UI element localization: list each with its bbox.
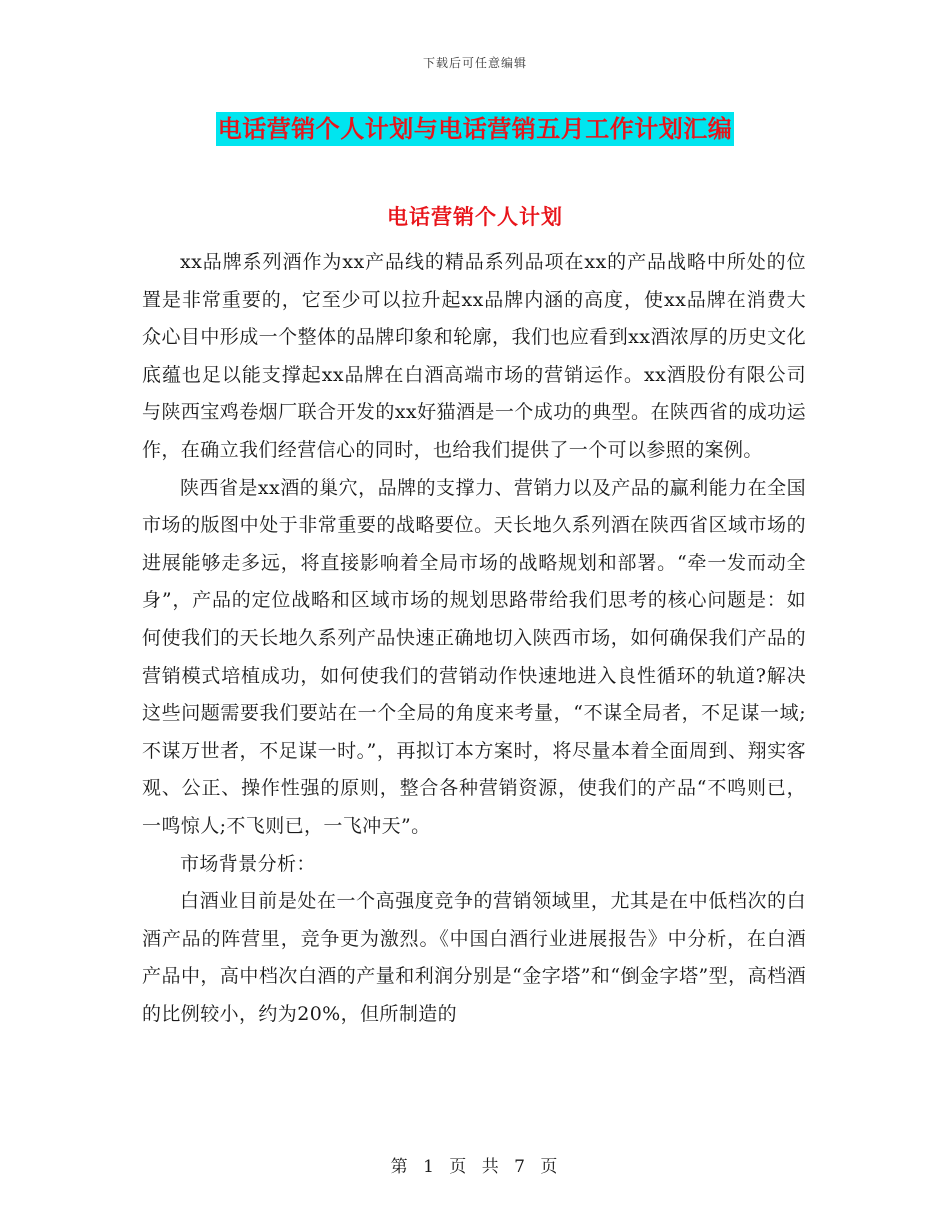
paragraph-shaanxi: 陕西省是xx酒的巢穴，品牌的支撑力、营销力以及产品的赢利能力在全国市场的版图中处于非常重要的战略要位。天长地久系列酒在陕西省区域市场的进展能够走多远，将直接影响着全局市场的战略规划和部署。“牵一发而动全身”，产品的定位战略和区域市场的规划思路带给我们思考的核心问题是：如何使我们的天长地久系列产品快速正确地切入陕西市场，如何确保我们产品的营销模式培植成功，如何使我们的营销动作快速地进入良性循环的轨道?解决这些问题需要我们要站在一个全局的角度来考量，“不谋全局者，不足谋一域;不谋万世者，不足谋一时。”，再拟订本方案时，将尽量本着全面周到、翔实客观、公正、操作性强的原则，整合各种营销资源，使我们的产品“不鸣则已，一鸣惊人;不飞则已，一飞冲天”。 [142, 476, 806, 837]
page-header-note: 下载后可任意编辑 [422, 56, 527, 70]
page-number: 第 1 页 共 7 页 [390, 1157, 560, 1177]
main-title-container [0, 112, 950, 146]
main-title: 电话营销个人计划与电话营销五月工作计划汇编 [216, 112, 735, 146]
document-body [142, 244, 806, 1033]
section-title: 电话营销个人计划 [387, 204, 563, 229]
paragraph-market-heading: 市场背景分析： [180, 852, 316, 875]
paragraph-market-analysis: 白酒业目前是处在一个高强度竞争的营销领域里，尤其是在中低档次的白酒产品的阵营里，竞争更为激烈。《中国白酒行业进展报告》中分析，在白酒产品中，高中档次白酒的产量和利润分别是“金字塔”和“倒金字塔”型，高档酒的比例较小，约为20%，但所制造的 [142, 890, 806, 1025]
paragraph-intro: xx品牌系列酒作为xx产品线的精品系列品项在xx的产品战略中所处的位置是非常重要的，它至少可以拉升起xx品牌内涵的高度，使xx品牌在消费大众心目中形成一个整体的品牌印象和轮廓，我们也应看到xx酒浓厚的历史文化底蕴也足以能支撑起xx品牌在白酒高端市场的营销运作。xx酒股份有限公司与陕西宝鸡卷烟厂联合开发的xx好猫酒是一个成功的典型。在陕西省的成功运作，在确立我们经营信心的同时，也给我们提供了一个可以参照的案例。 [142, 251, 806, 461]
